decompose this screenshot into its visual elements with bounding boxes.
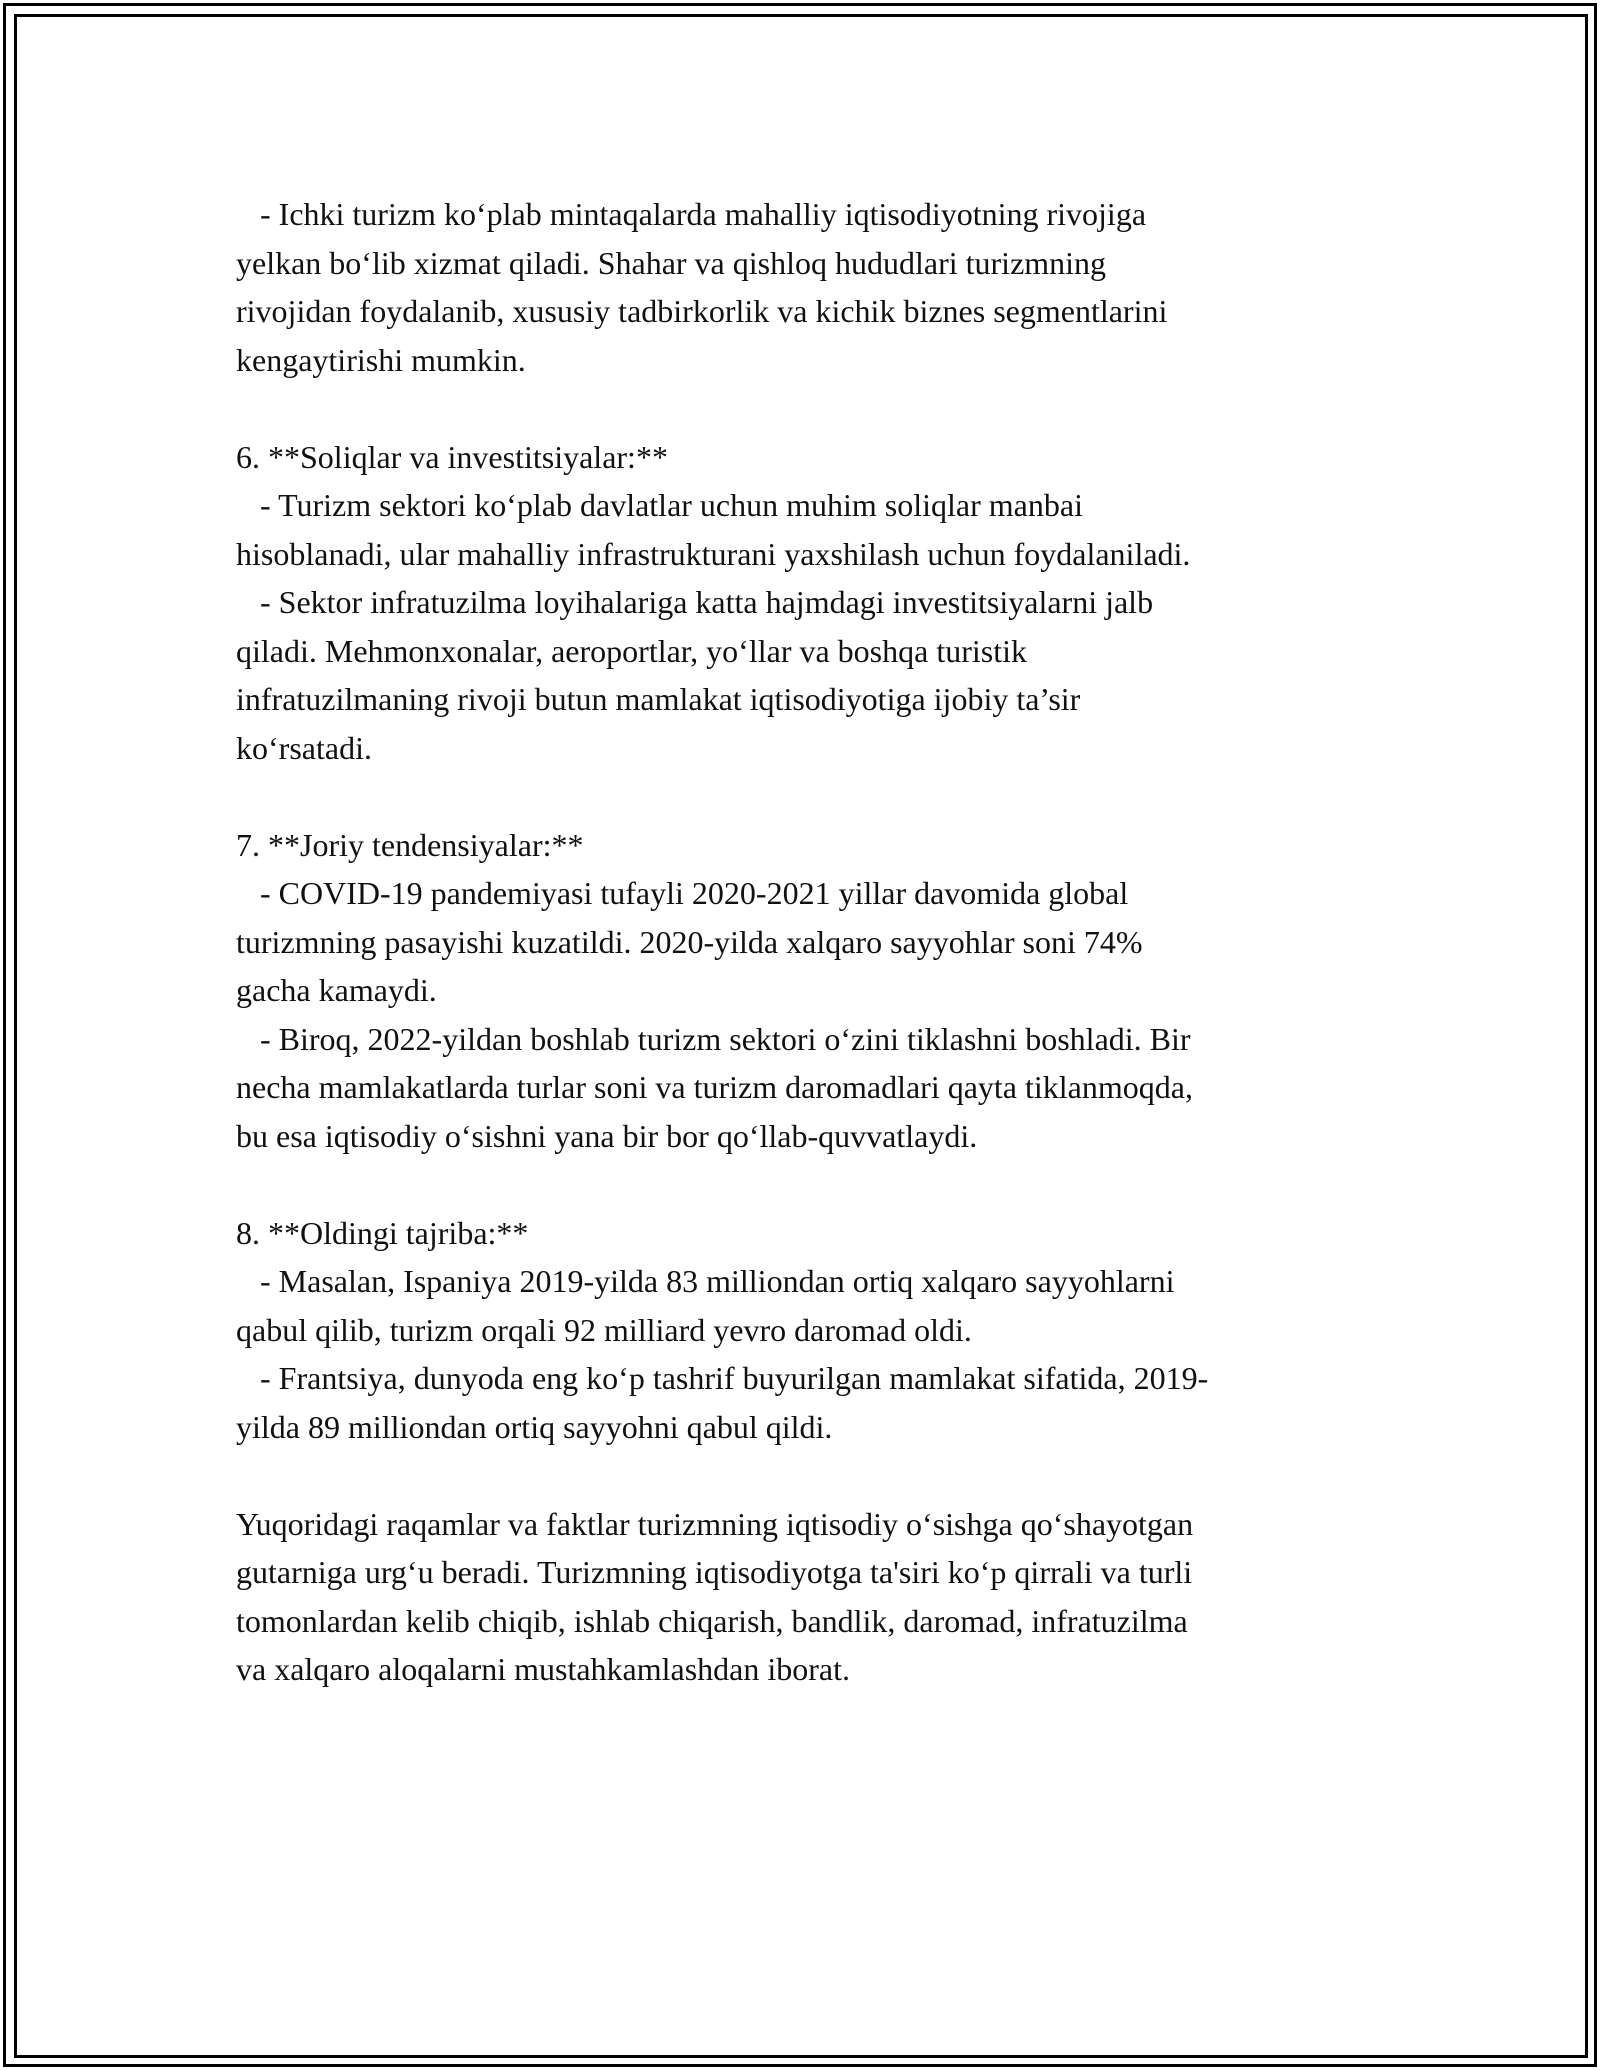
paragraph-gap (236, 1160, 1376, 1209)
section-heading: 6. **Soliqlar va investitsiyalar:** (236, 438, 668, 475)
paragraph-conclusion (236, 1500, 1376, 1694)
paragraph-domestic-tourism (236, 190, 1376, 384)
text-line: qabul qilib, turizm orqali 92 milliard yevro daromad oldi. (236, 1311, 972, 1348)
section-taxes-investments (236, 433, 1376, 773)
text-line: - Biroq, 2022-yildan boshlab turizm sektori o‘zini tiklashni boshladi. Bir (236, 1020, 1191, 1057)
section-heading: 7. **Joriy tendensiyalar:** (236, 826, 584, 863)
document-body (236, 190, 1376, 1694)
text-line: - Sektor infratuzilma loyihalariga katta hajmdagi investitsiyalarni jalb (236, 584, 1154, 620)
section-previous-experience (236, 1209, 1376, 1452)
text-line: bu esa iqtisodiy o‘sishni yana bir bor qo‘llab-quvvatlaydi. (236, 1117, 978, 1154)
section-heading: 8. **Oldingi tajriba:** (236, 1214, 529, 1251)
text-line: gutarniga urg‘u beradi. Turizmning iqtisodiyotga ta'siri ko‘p qirrali va turli (236, 1554, 1193, 1590)
text-line: infratuzilmaning rivoji butun mamlakat iqtisodiyotiga ijobiy ta’sir (236, 681, 1081, 717)
text-line: kengaytirishi mumkin. (236, 341, 526, 378)
paragraph-gap (236, 772, 1376, 821)
text-line: hisoblanadi, ular mahalliy infrastrukturani yaxshilash uchun foydalaniladi. (236, 535, 1191, 572)
paragraph-gap (236, 1451, 1376, 1500)
text-line: tomonlardan kelib chiqib, ishlab chiqarish, bandlik, daromad, infratuzilma (236, 1602, 1188, 1639)
text-line: qiladi. Mehmonxonalar, aeroportlar, yo‘llar va boshqa turistik (236, 632, 1027, 669)
text-line: va xalqaro aloqalarni mustahkamlashdan iborat. (236, 1651, 851, 1687)
section-current-trends (236, 821, 1376, 1161)
text-line: - Frantsiya, dunyoda eng ko‘p tashrif buyurilgan mamlakat sifatida, 2019- (236, 1360, 1209, 1396)
text-line: Yuqoridagi raqamlar va faktlar turizmning iqtisodiy o‘sishga qo‘shayotgan (236, 1505, 1194, 1542)
paragraph-gap (236, 384, 1376, 433)
text-line: yilda 89 milliondan ortiq sayyohni qabul qildi. (236, 1408, 833, 1445)
text-line: gacha kamaydi. (236, 972, 437, 1008)
text-line: ko‘rsatadi. (236, 729, 372, 766)
text-line: - Turizm sektori ko‘plab davlatlar uchun muhim soliqlar manbai (236, 487, 1083, 523)
text-line: yelkan bo‘lib xizmat qiladi. Shahar va qishloq hududlari turizmning (236, 244, 1107, 281)
text-line: necha mamlakatlarda turlar soni va turizm daromadlari qayta tiklanmoqda, (236, 1069, 1193, 1105)
text-line: - Masalan, Ispaniya 2019-yilda 83 milliondan ortiq xalqaro sayyohlarni (236, 1263, 1175, 1299)
text-line: - Ichki turizm ko‘plab mintaqalarda mahalliy iqtisodiyotning rivojiga (236, 196, 1147, 232)
text-line: turizmning pasayishi kuzatildi. 2020-yilda xalqaro sayyohlar soni 74% (236, 923, 1143, 960)
text-line: rivojidan foydalanib, xususiy tadbirkorlik va kichik biznes segmentlarini (236, 293, 1168, 329)
text-line: - COVID-19 pandemiyasi tufayli 2020-2021 yillar davomida global (236, 875, 1129, 911)
